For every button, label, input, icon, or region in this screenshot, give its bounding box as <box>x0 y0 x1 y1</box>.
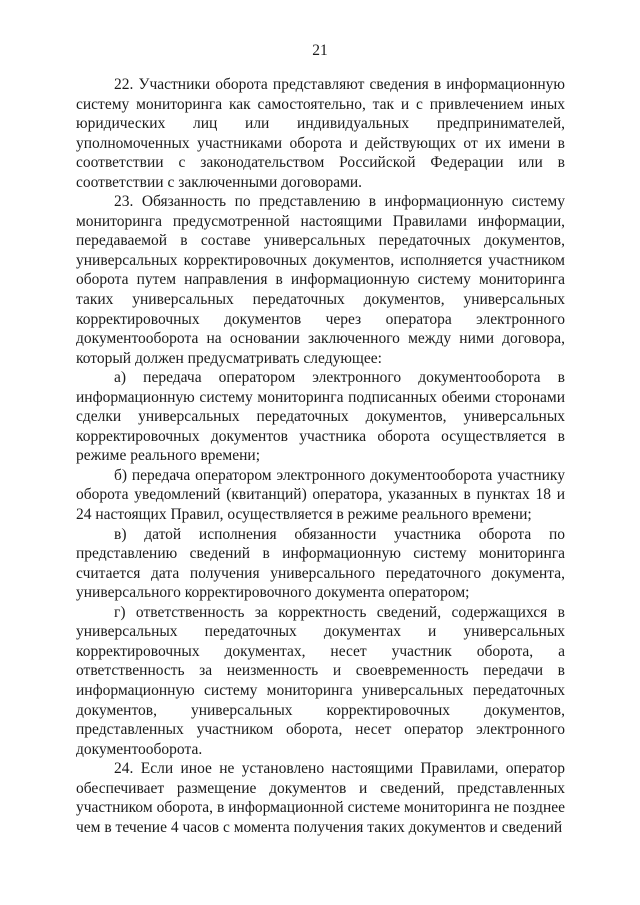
document-body <box>76 75 565 837</box>
paragraph-23-b: б) передача оператором электронного документооборота участнику оборота уведомлений (квитанций) оператора, указанных в пунктах 18 и 24 настоящих Правил, осуществляется в режиме реального времени; <box>76 466 565 524</box>
paragraph-23: 23. Обязанность по представлению в информационную систему мониторинга предусмотренной настоящими Правилами информации, передаваемой в составе универсальных передаточных документов, универсальных корректировочных документов, исполняется участником оборота путем направления в информационную систему мониторинга таких универсальных передаточных документов, универсальных корректировочных документов через оператора электронного документооборота на основании заключенного между ними договора, который должен предусматривать следующее: <box>76 193 565 367</box>
paragraph-23-a: а) передача оператором электронного документооборота в информационную систему мониторинга подписанных обеими сторонами сделки универсальных передаточных документов, универсальных корректировочных документов участника оборота осуществляется в режиме реального времени; <box>76 369 565 465</box>
paragraph-23-g: г) ответственность за корректность сведений, содержащихся в универсальных передаточных документах и универсальных корректировочных документах, несет участник оборота, а ответственность за неизменность и своевременность передачи в информационную систему мониторинга универсальных передаточных документов, универсальных корректировочных документов, представленных участником оборота, несет оператор электронного документооборота. <box>76 603 565 758</box>
paragraph-22: 22. Участники оборота представляют сведения в информационную систему мониторинга как самостоятельно, так и с привлечением иных юридических лиц или индивидуальных предпринимателей, уполномоченных участниками оборота и действующих от их имени в соответствии с законодательством Российской Федерации или в соответствии с заключенными договорами. <box>76 76 565 191</box>
paragraph-24: 24. Если иное не установлено настоящими Правилами, оператор обеспечивает размещение документов и сведений, представленных участником оборота, в информационной системе мониторинга не позднее чем в течение 4 часов с момента получения таких документов и сведений <box>76 760 565 836</box>
page-number: 21 <box>312 42 328 59</box>
paragraph-23-v: в) датой исполнения обязанности участника оборота по представлению сведений в информационную систему мониторинга считается дата получения универсального передаточного документа, универсального корректировочного документа оператором; <box>76 525 565 602</box>
